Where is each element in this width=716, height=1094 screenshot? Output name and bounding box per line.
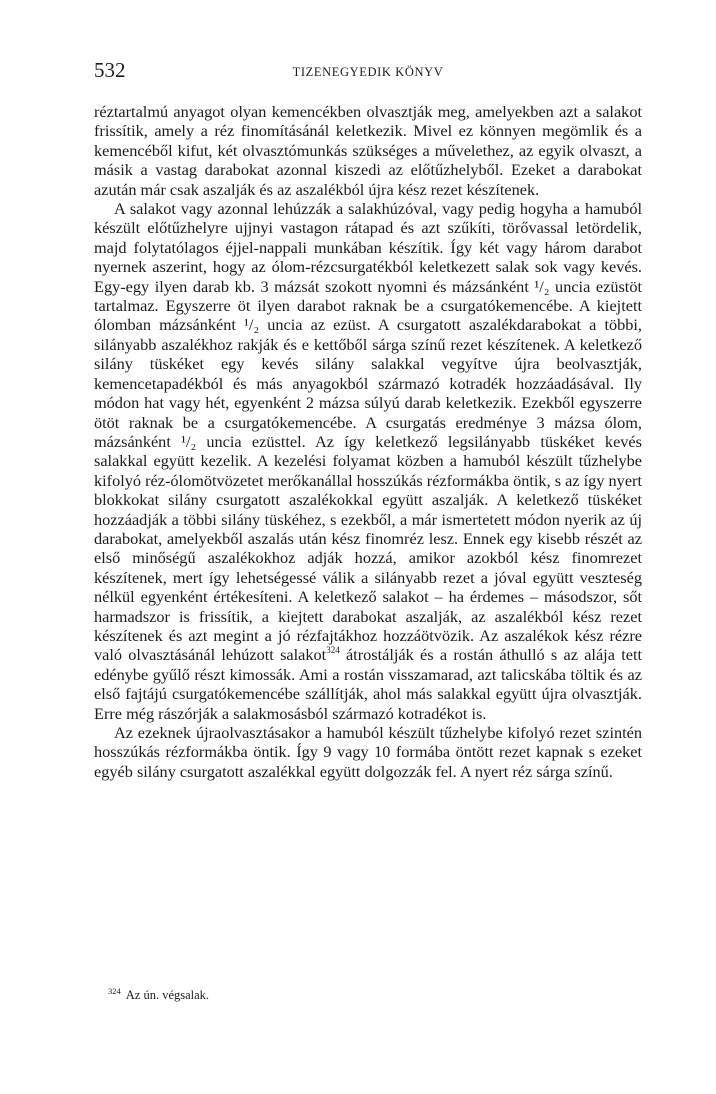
- running-title: TIZENEGYEDIK KÖNYV: [292, 65, 444, 79]
- paragraph: [94, 199, 642, 723]
- page-header: [94, 58, 642, 88]
- footnote: [108, 988, 642, 1003]
- paragraph: [94, 102, 642, 199]
- page-number: 532: [94, 58, 126, 82]
- footnote-text: Az ún. végsalak.: [125, 988, 210, 1002]
- body-text: [94, 102, 642, 781]
- paragraph: [94, 723, 642, 781]
- paragraph-text: A salakot vagy azonnal lehúzzák a salakhúzóval, vagy pedig hogyha a hamuból készült előtűzhelyre ujjnyi vastagon rátapad és azt szűkíti, törővassal letördelik, majd folytatólagos éjjel-nappali munkában készítik. Így két vagy három darabot nyernek aszerint, hogy az ólom-rézcsurgatékból keletkezett salak sok vagy kevés. Egy-egy ilyen darab kb. 3 mázsát szokott nyomni és mázsánként ¹/₂ uncia ezüstöt tartalmaz. Egyszerre öt ilyen darabot raknak be a csurgatókemencébe. A kiejtett ólomban mázsánként ¹/₂ uncia az ezüst. A csurgatott aszalékdarabokat a többi, silányabb aszalékhoz rakják és e kettőből sárga színű rezet készítenek. A keletkező silány tüskéket egy kevés silány salakkal vegyítve újra beolvasztják, kemencetapadékból és más anyagokból származó kotradék hozzáadásával. Ily módon hat vagy hét, egyenként 2 mázsa súlyú darab keletkezik. Ezekből egyszerre ötöt raknak be a csurgatókemencébe. A csurgatás eredménye 3 mázsa ólom, mázsánként ¹/₂ uncia ezüsttel. Az így keletkező legsilányabb tüskéket kevés salakkal együtt kezelik. A kezelési folyamat közben a hamuból készült tűzhelybe kifolyó réz-ólomötvözetet merőkanállal hosszúkás rézformákba öntik, s az így nyert blokkokat silány csurgatott aszalékokkal együtt aszalják. A keletkező tüskéket hozzáadják a többi silány tüskéhez, s ezekből, a már ismertetett módon nyerik az új darabokat, amelyekből aszalás után kész finomréz lesz. Ennek egy kisebb részét az első minőségű aszalékokhoz adják hozzá, amikor azokból kész finomrezet készítenek, mert így lehetségessé válik a silányabb rezet a jóval együtt veszteség nélkül egyenként értékesíteni. A keletkező salakot – ha érdemes – másodszor, sőt harmadszor is frissítik, a kiejtett darabokat aszalják, az aszalékból kész rezet készítenek és azt megint a jó rézfajtákhoz hozzáötvözik. Az aszalékok kész rézre való olvasztásánál lehúzott salakot: [94, 199, 642, 665]
- paragraph-text: réztartalmú anyagot olyan kemencékben olvasztják meg, amelyekben azt a salakot frissítik, amely a réz finomításánál keletkezik. Mivel ez könnyen megömlik és a kemencéből kifut, két olvasztómunkás szükséges a művelethez, az egyik olvaszt, a másik a vastag darabokat azonnal kiszedi az előtűzhelyből. Ezeket a darabokat azután már csak aszalják és az aszalékból újra kész rezet készítenek.: [94, 102, 642, 199]
- paragraph-text-continued: átrostálják és a rostán áthulló s az alája tett edénybe gyűlő részt kimossák. Ami a rostán visszamarad, azt talicskába töltik és az első fajtájú csurgatókemencébe szállítják, ahol más salakkal együtt újra olvasztják. Erre még rászórják a salakmosásból származó kotradékot is.: [94, 645, 642, 723]
- paragraph-text: Az ezeknek újraolvasztásakor a hamuból készült tűzhelybe kifolyó rezet szintén hosszúkás rézformákba öntik. Így 9 vagy 10 formába öntött rezet kapnak s ezeket egyéb silány csurgatott aszalékkal együtt dolgozzák fel. A nyert réz sárga színű.: [94, 723, 642, 781]
- footnote-number: 324: [108, 986, 121, 996]
- footnote-reference[interactable]: 324: [326, 645, 340, 656]
